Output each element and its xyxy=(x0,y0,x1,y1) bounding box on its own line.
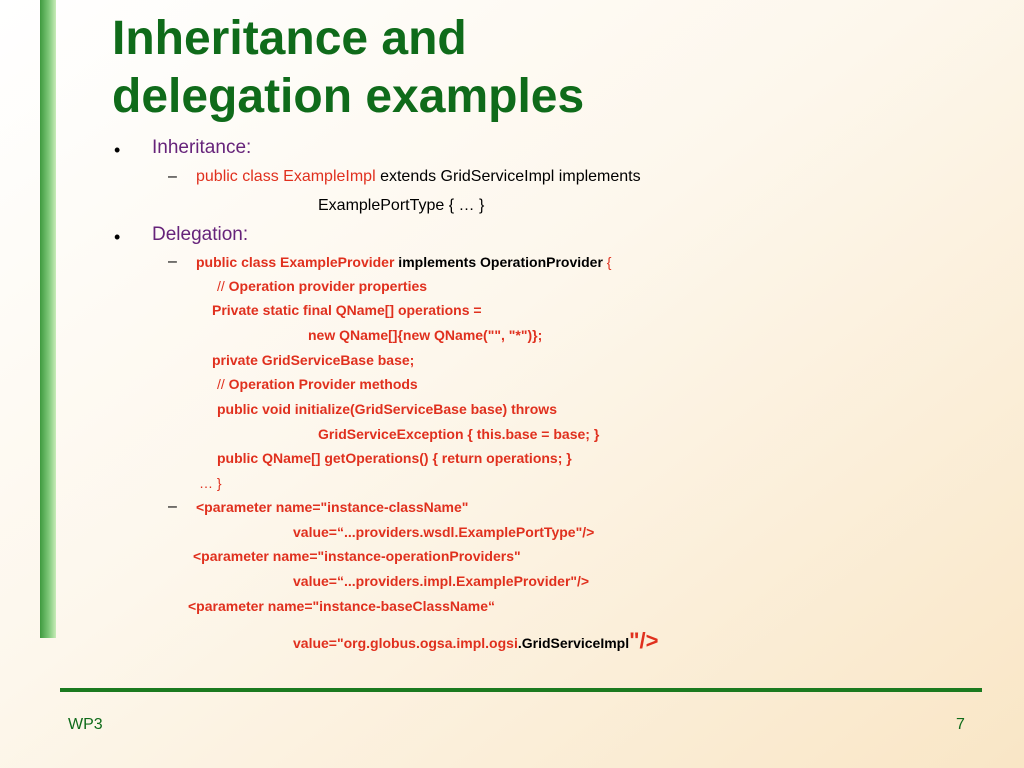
delegation-class-decl: public class ExampleProvider xyxy=(196,254,395,270)
code-ellipsis-close-text: … } xyxy=(199,475,222,491)
param-operationproviders-value: value=“...providers.impl.ExampleProvider"/> xyxy=(293,573,590,589)
delegation-heading: Delegation: xyxy=(152,224,249,245)
code-operations-decl: Private static final QName[] operations = xyxy=(212,302,482,318)
title-line-1: Inheritance and xyxy=(112,12,467,65)
code-base-decl: private GridServiceBase base; xyxy=(212,352,415,368)
inheritance-heading: Inheritance: xyxy=(152,137,252,158)
code-initialize-sig: public void initialize(GridServiceBase base) throws xyxy=(217,401,557,417)
param-baseclassname: <parameter name="instance-baseClassName“ xyxy=(188,598,496,614)
comment-methods-text: Operation Provider methods xyxy=(228,376,418,392)
dash-marker: – xyxy=(168,498,177,515)
slide-title xyxy=(112,10,912,126)
footer-divider xyxy=(60,688,982,692)
param-classname: <parameter name="instance-className" xyxy=(196,499,469,515)
delegation-implements: implements OperationProvider xyxy=(394,254,603,270)
param-baseclassname-value xyxy=(293,628,659,654)
comment-properties-text: Operation provider properties xyxy=(228,278,428,294)
comment-methods xyxy=(217,376,418,392)
footer-label: WP3 xyxy=(68,716,103,733)
page-number: 7 xyxy=(956,716,965,733)
bullet-dot: • xyxy=(114,227,121,247)
param-base-value-black: .GridServiceImpl xyxy=(517,635,630,651)
param-operationproviders: <parameter name="instance-operationProviders" xyxy=(193,548,521,564)
param-base-value-tail: "/> xyxy=(629,628,659,653)
inheritance-code-line xyxy=(196,168,641,186)
inheritance-class-decl: public class ExampleImpl xyxy=(196,168,376,185)
comment-properties xyxy=(217,278,427,294)
accent-bar xyxy=(40,0,56,638)
code-operations-init: new QName[]{new QName("", "*")}; xyxy=(308,327,543,343)
delegation-open-brace: { xyxy=(602,254,612,270)
inheritance-extends: extends GridServiceImpl implements xyxy=(375,168,641,185)
comment-slashes: // xyxy=(217,278,229,294)
delegation-class-line xyxy=(196,254,612,270)
param-base-value-red: value="org.globus.ogsa.impl.ogsi xyxy=(293,635,518,651)
dash-marker: – xyxy=(168,253,177,270)
code-initialize-body: GridServiceException { this.base = base; } xyxy=(318,426,600,442)
code-ellipsis-close xyxy=(199,475,222,491)
inheritance-code-line-2: ExamplePortType { … } xyxy=(318,197,485,214)
title-line-2: delegation examples xyxy=(112,70,585,123)
bullet-dot: • xyxy=(114,140,121,160)
comment-slashes: // xyxy=(217,376,229,392)
param-classname-value: value=“...providers.wsdl.ExamplePortType"/> xyxy=(293,524,595,540)
code-getoperations: public QName[] getOperations() { return operations; } xyxy=(217,450,572,466)
dash-marker: – xyxy=(168,168,177,185)
